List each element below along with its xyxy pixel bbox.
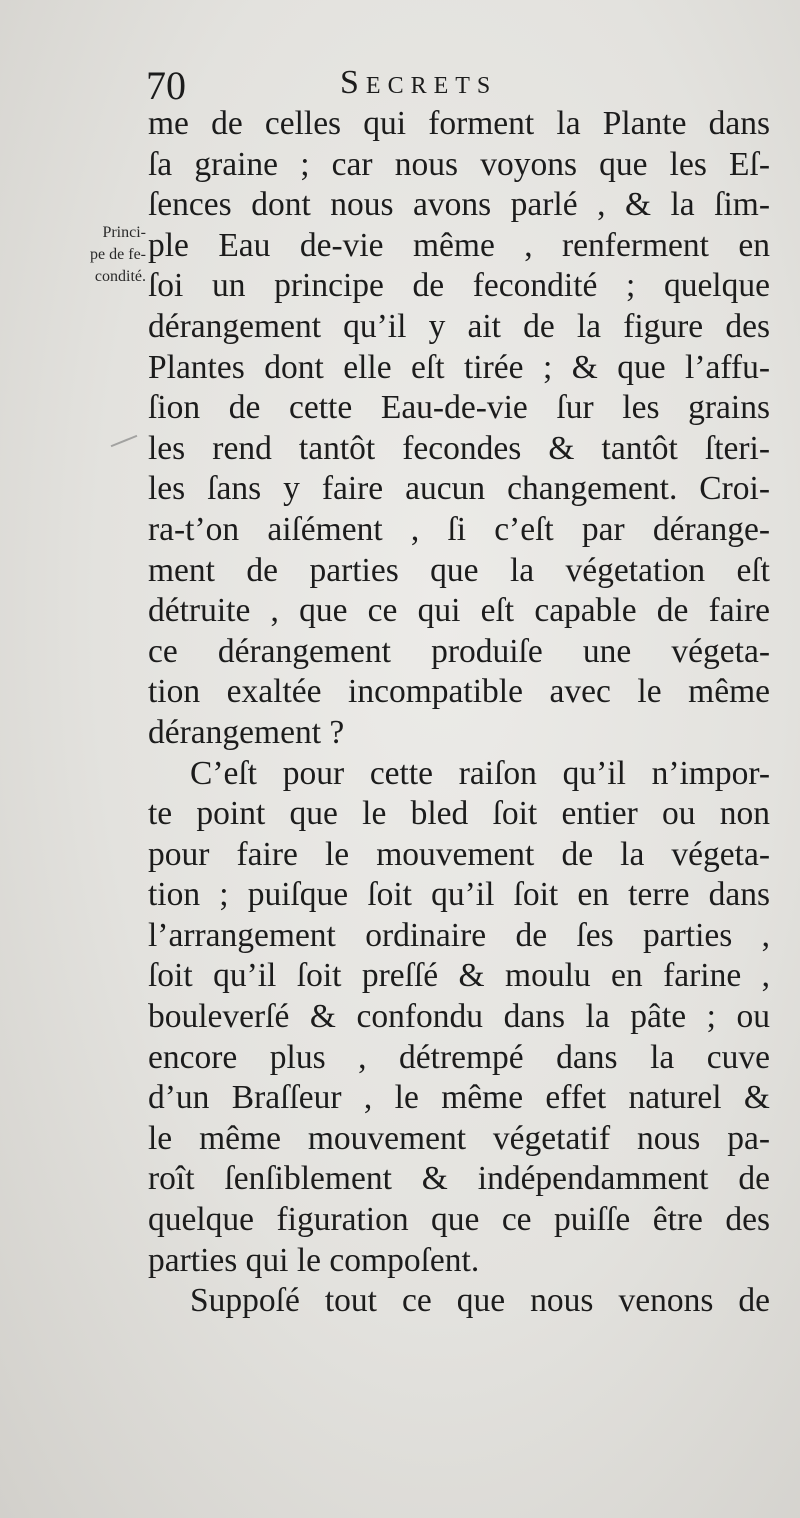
text-line: encore plus , détrempé dans la cuve [148, 1038, 770, 1076]
margin-note-line: condité. [94, 268, 146, 285]
text-line: détruite , que ce qui eſt capable de faire [148, 592, 770, 630]
text-line: me de celles qui forment la Plante dans [148, 105, 770, 142]
text-line: le même mouvement végetatif nous pa- [148, 1119, 770, 1157]
text-line: ment de parties que la végetation eſt [148, 551, 770, 589]
text-line: parties qui le compoſent. [148, 1241, 480, 1279]
paragraph [148, 754, 770, 1282]
paragraph [148, 1281, 770, 1322]
text-line: dérangement ? [148, 713, 345, 751]
text-line: ce dérangement produiſe une végeta- [148, 632, 770, 670]
text-line: Suppoſé tout ce que nous venons de [190, 1282, 770, 1320]
ink-mark [111, 435, 138, 447]
text-line: tion exaltée incompatible avec le même [148, 673, 770, 711]
text-line: ple Eau de-vie même , renferment en [148, 226, 770, 264]
text-line: quelque figuration que ce puiſſe être des [148, 1201, 770, 1239]
text-line: bouleverſé & confondu dans la pâte ; ou [148, 998, 770, 1036]
text-line: Plantes dont elle eſt tirée ; & que l’affu- [148, 348, 770, 386]
text-line: ſences dont nous avons parlé , & la ſim- [148, 186, 770, 224]
page-number: 70 [146, 63, 186, 108]
text-line: l’arrangement ordinaire de ſes parties , [148, 916, 770, 954]
text-line: les ſans y faire aucun changement. Croi- [148, 470, 770, 508]
body-text [148, 104, 770, 1322]
margin-note-line: Princi- [102, 224, 146, 241]
text-line: les rend tantôt fecondes & tantôt ſteri- [148, 429, 770, 467]
text-line: tion ; puiſque ſoit qu’il ſoit en terre dans [148, 876, 770, 914]
text-line: te point que le bled ſoit entier ou non [148, 795, 770, 833]
text-line: C’eſt pour cette raiſon qu’il n’impor- [190, 754, 770, 792]
text-line: ſoit qu’il ſoit preſſé & moulu en farine , [148, 957, 770, 995]
text-line: ſoi un principe de fecondité ; quelque [148, 267, 770, 305]
text-line: d’un Braſſeur , le même effet naturel & [148, 1079, 770, 1117]
running-title: Secrets [340, 64, 498, 101]
text-line: ſa graine ; car nous voyons que les Eſ- [148, 145, 770, 183]
paragraph [148, 104, 770, 754]
text-line: dérangement qu’il y ait de la figure des [148, 307, 770, 345]
margin-note [46, 222, 146, 288]
text-line: pour faire le mouvement de la végeta- [148, 835, 770, 873]
text-line: ra-t’on aiſément , ſi c’eſt par dérange- [148, 510, 770, 548]
text-line: ſion de cette Eau-de-vie ſur les grains [148, 389, 770, 427]
margin-note-line: pe de fe- [90, 246, 146, 263]
text-line: roît ſenſiblement & indépendamment de [148, 1160, 770, 1198]
